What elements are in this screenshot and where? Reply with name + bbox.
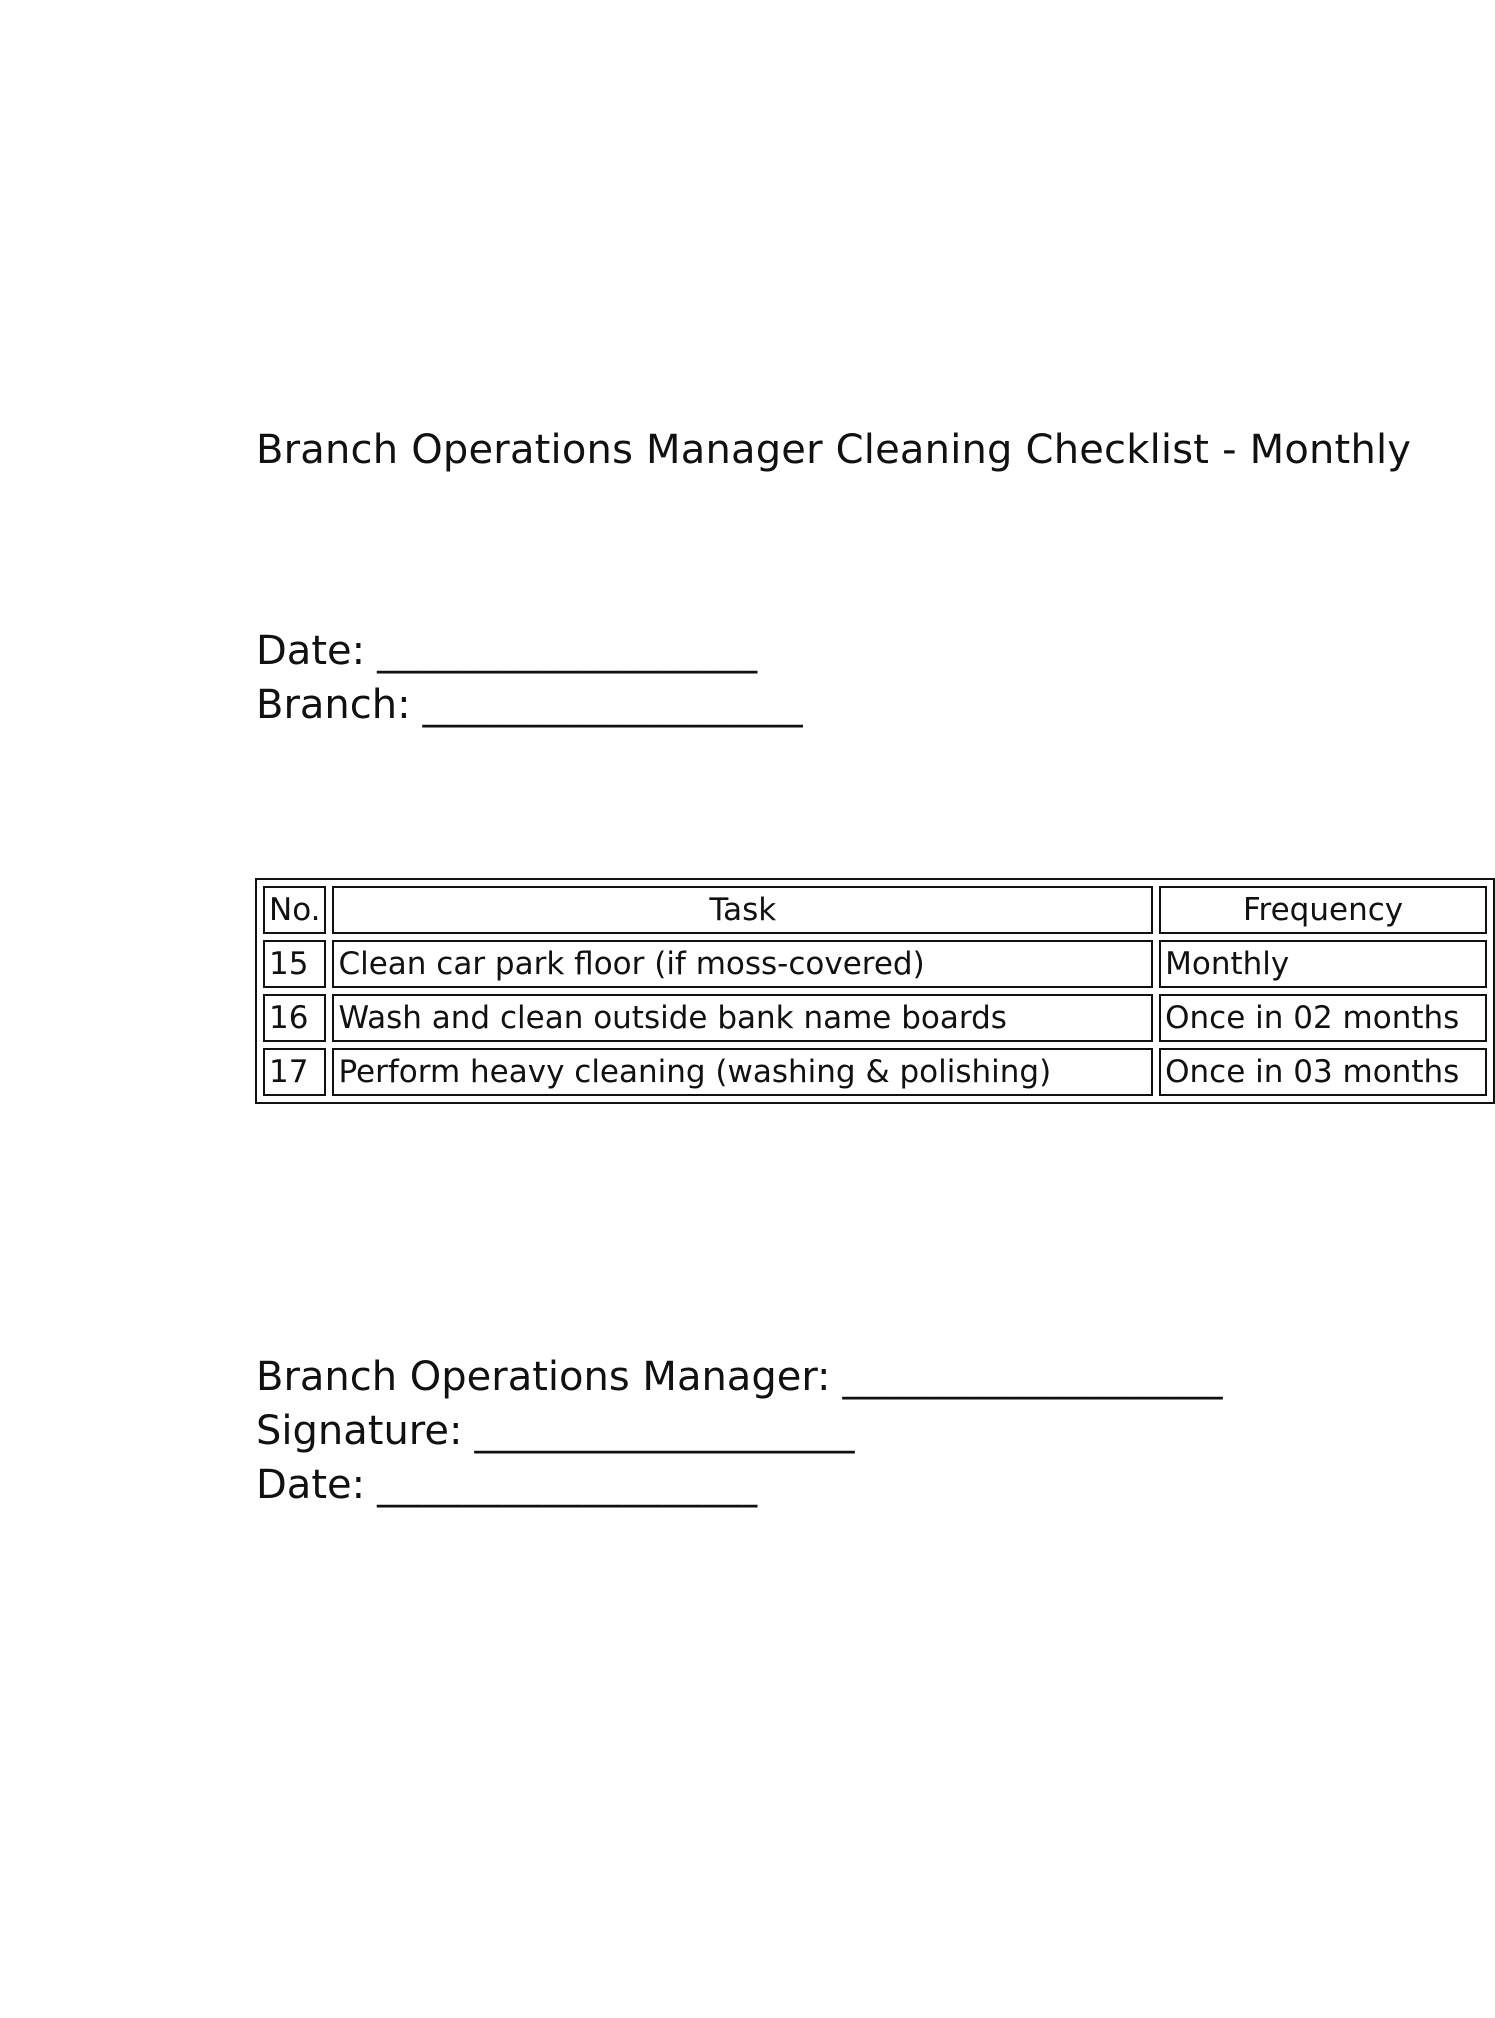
signature-field [256,1404,854,1458]
branch-field [256,678,803,732]
footer-date-field [256,1458,757,1512]
footer-date-label: Date: [256,1462,366,1508]
checklist-table-wrapper [255,878,1495,1104]
row-number: 16 [263,994,326,1042]
table-row [263,994,1487,1042]
header-task: Task [332,886,1153,934]
date-label: Date: [256,628,366,674]
row-task: Wash and clean outside bank name boards [332,994,1153,1042]
row-task: Perform heavy cleaning (washing & polishing) [332,1048,1153,1096]
manager-label: Branch Operations Manager: [256,1354,831,1400]
date-blank[interactable]: ___________________ [377,628,758,674]
signature-label: Signature: [256,1408,463,1454]
manager-blank[interactable]: ___________________ [842,1354,1223,1400]
row-frequency: Once in 02 months [1159,994,1487,1042]
header-no: No. [263,886,326,934]
date-field [256,624,757,678]
signature-blank[interactable]: ___________________ [474,1408,855,1454]
row-number: 17 [263,1048,326,1096]
footer-date-blank[interactable]: ___________________ [377,1462,758,1508]
page-title: Branch Operations Manager Cleaning Checklist - Monthly [256,427,1412,473]
manager-field [256,1350,1223,1404]
table-row [263,1048,1487,1096]
row-frequency: Monthly [1159,940,1487,988]
row-task: Clean car park floor (if moss-covered) [332,940,1153,988]
header-frequency: Frequency [1159,886,1487,934]
branch-label: Branch: [256,682,411,728]
table-header-row [263,886,1487,934]
checklist-table [255,878,1495,1104]
branch-blank[interactable]: ___________________ [422,682,803,728]
row-frequency: Once in 03 months [1159,1048,1487,1096]
row-number: 15 [263,940,326,988]
table-row [263,940,1487,988]
